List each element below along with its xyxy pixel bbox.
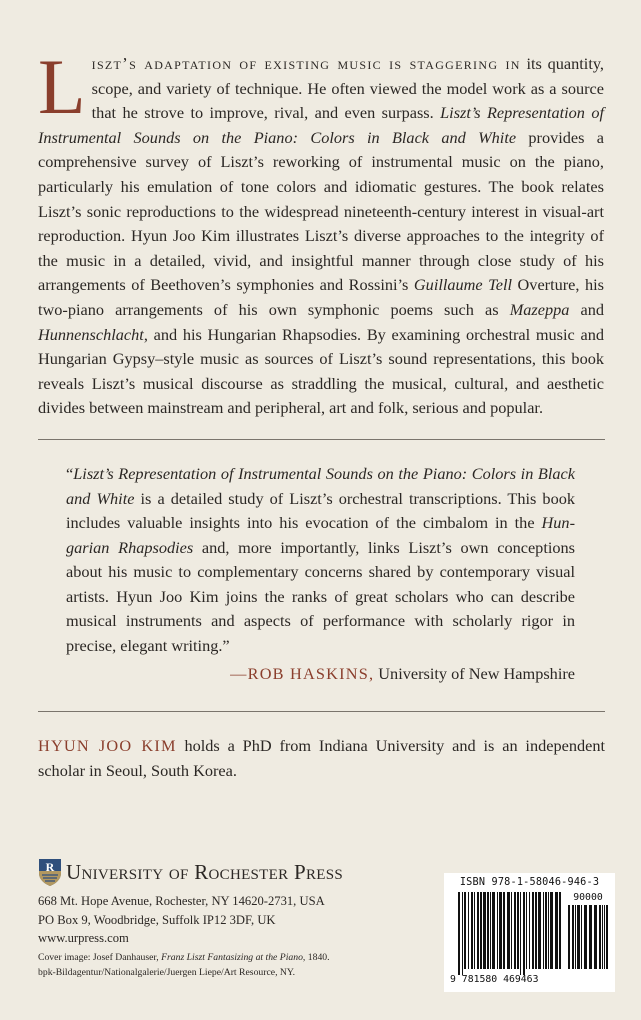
divider-bottom <box>38 711 605 712</box>
publisher-name: University of Rochester Press <box>66 860 343 884</box>
cover-credit <box>38 951 330 980</box>
painting-title: Franz Liszt Fantasizing at the Piano <box>161 952 303 963</box>
review-quote <box>66 462 575 658</box>
publisher-block <box>38 858 343 887</box>
address-line-1: 668 Mt. Hope Avenue, Rochester, NY 14620-2731, USA <box>38 894 325 908</box>
cover-credit-line-2: bpk-Bildagentur/Nationalgalerie/Juergen Liepe/Art Resource, NY. <box>38 966 296 978</box>
quote-text-2: and, more importantly, links Liszt’s own conceptions about his music to complementary concerns shared by contemporary visual artists. Hyun Joo Kim joins the ranks of great scholars who can describe musical instruments and aspects of performance with scholarly rigor in precise, elegant writing.” <box>66 537 575 655</box>
work-title-guillaume-tell: Guillaume Tell <box>413 275 513 295</box>
isbn-barcode <box>444 873 615 992</box>
author-bio-text: holds a PhD from Indiana University and is an independent scholar in Seoul, South Korea. <box>38 736 605 780</box>
blurb-text-2: provides a comprehensive survey of Liszt’s reworking of instrumental music on the piano, particularly his emulation of tone colors and idiomatic gestures. The book relates Liszt’s sonic reproductions to the widespread nineteenth-century interest in visual-art reproduction. Hyun Joo Kim illustrates Liszt’s diverse approaches to the integrity of the music in a detailed, vivid, and insightful manner through close study of his arrangements of Beethoven’s symphonies and Rossini’s <box>38 127 605 295</box>
drop-cap: L <box>38 43 86 130</box>
blurb-text-3: Overture, his two-piano arrangements of his own symphonic poems such as <box>38 275 604 319</box>
quote-text-1: is a detailed study of Liszt’s orchestral transcriptions. This book includes valuable insights into his evocation of the cimbalom in the <box>66 488 575 532</box>
lead-in-small-caps: iszt’s adaptation of existing music is staggering in <box>91 54 521 73</box>
book-description <box>38 43 605 421</box>
author-bio <box>38 734 605 783</box>
author-name: HYUN JOO KIM <box>38 736 177 755</box>
publisher-website: www.urpress.com <box>38 931 129 945</box>
work-title-mazeppa: Mazeppa <box>509 299 570 319</box>
ean-digits: 9 781580 469463 <box>450 974 539 985</box>
address-line-2: PO Box 9, Woodbridge, Suffolk IP12 3DF, UK <box>38 912 276 927</box>
reviewer-name: —ROB HASKINS, <box>230 664 375 683</box>
quote-book-title: Liszt’s Representation of Instrumental Sounds on the Piano: Colors in Black and White <box>66 464 575 508</box>
blurb-text-4: and <box>569 299 605 319</box>
quote-work-title: Hungarian Rhapsodies <box>66 513 575 557</box>
svg-text:R: R <box>45 860 55 874</box>
addon-digits: 90000 <box>573 892 603 903</box>
blurb-text-1: its quantity, scope, and variety of technique. He often viewed the model work as a source that he strove to improve, rival, and even surpass. <box>91 54 605 123</box>
blurb-text-5: , and his Hungarian Rhapsodies. By examining orchestral music and Hungarian Gypsy–style music as sources of Liszt’s sound representations, this book reveals Liszt’s musical discourse as straddling the musical, cultural, and aesthetic divides between mainstream and peripheral, art and folk, serious and popular. <box>38 324 604 418</box>
reviewer-affiliation: University of New Hampshire <box>374 664 575 683</box>
isbn-label: ISBN 978-1-58046-946-3 <box>459 877 600 888</box>
work-title-hunnenschlacht: Hunnenschlacht <box>38 324 144 344</box>
quote-attribution <box>230 662 575 686</box>
quote-open-mark: “ <box>66 464 74 483</box>
university-shield-logo <box>38 858 62 887</box>
cover-credit-line-1: Cover image: Josef Danhauser, Franz Liszt Fantasizing at the Piano, 1840. <box>38 952 330 963</box>
publisher-address <box>38 892 325 948</box>
book-title: Liszt’s Representation of Instrumental Sounds on the Piano: Colors in Black and White <box>38 103 604 147</box>
divider-top <box>38 439 605 440</box>
